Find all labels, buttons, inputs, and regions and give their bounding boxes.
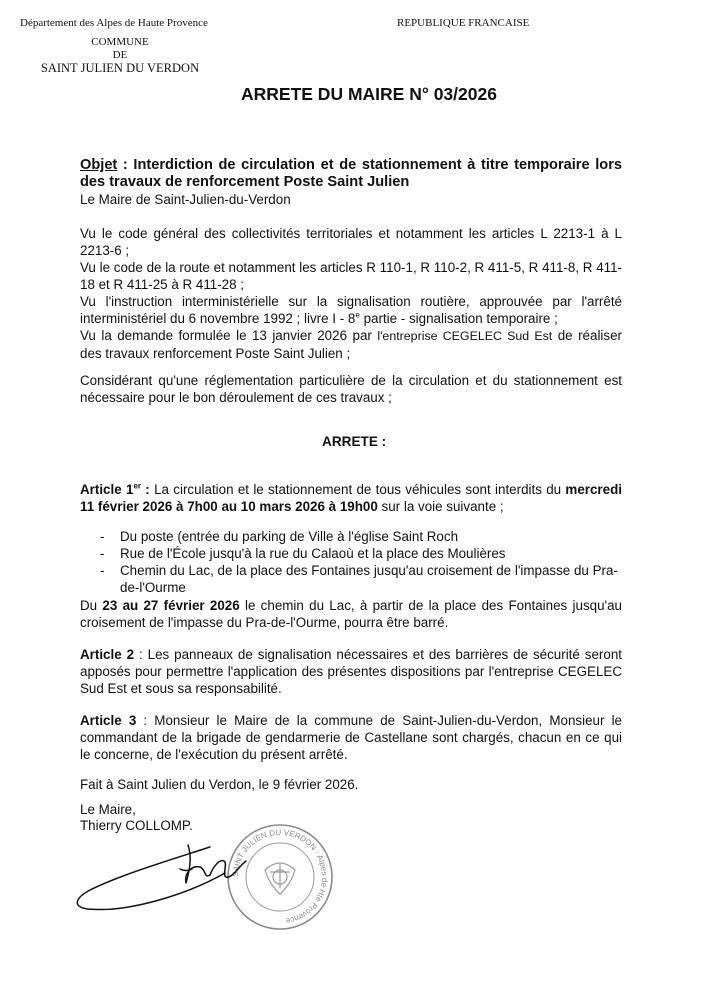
objet-label: Objet [80, 157, 118, 173]
signature-role: Le Maire, [80, 802, 136, 817]
article-1-label: Article 1er : [80, 481, 150, 497]
page-title: ARRETE DU MAIRE N° 03/2026 [241, 84, 497, 104]
article-3-label: Article 3 [80, 713, 137, 728]
republic-label: REPUBLIQUE FRANCAISE [397, 17, 530, 29]
vu-instruction: Vu l'instruction interministérielle sur la signalisation routière, approuvée par l'arrêté interministériel du 6 novembre 1992 ; livre I - 8e partie - signalisation temporaire ; [80, 294, 622, 326]
signature-name: Thierry COLLOMP. [80, 818, 193, 833]
list-item: - Du poste (entrée du parking de Ville à l'église Saint Roch [100, 528, 630, 545]
article-1: Article 1er : La circulation et le stationnement de tous véhicules sont interdits du mercredi 11 février 2026 à 7h00 au 10 mars 2026 à 19h00 sur la voie suivante ; [80, 481, 622, 514]
commune-de: DE [112, 49, 128, 61]
objet [80, 157, 622, 191]
objet-text: : Interdiction de circulation et de stationnement à titre temporaire lors des travaux de renforcement Poste Saint Julien [80, 157, 622, 190]
article-1-dates: mercredi 11 février 2026 à 7h00 au 10 mars 2026 à 19h00 [80, 482, 622, 514]
vu-route: Vu le code de la route et notamment les articles R 110-1, R 110-2, R 411-5, R 411-8, R 411-18 et R 411-25 à R 411-28 ; [80, 260, 622, 292]
arrete-heading: ARRETE : [322, 434, 387, 449]
commune-name: SAINT JULIEN DU VERDON [40, 61, 200, 75]
considerant: Considérant qu'une réglementation particulière de la circulation et du stationnement est nécessaire pour le bon déroulement de ces travaux ; [80, 373, 622, 405]
article-2-label: Article 2 [80, 647, 135, 662]
list-item: - Rue de l'École jusqu'à la rue du Calaoù et la place des Moulières [100, 545, 630, 562]
article-3: Article 3 : Monsieur le Maire de la commune de Saint-Julien-du-Verdon, Monsieur le commandant de la brigade de gendarmerie de Castellane sont chargés, chacun en ce qui le concerne, de l'exécution du présent arrêté. [80, 713, 622, 762]
article-1-extra: Du 23 au 27 février 2026 le chemin du Lac, à partir de la place des Fontaines jusqu'au croisement de l'impasse du Pra-de-l'Ourme, pourra être barré. [80, 598, 622, 630]
department-label: Département des Alpes de Haute Provence [20, 17, 208, 29]
commune-block [20, 36, 220, 75]
extra-dates: 23 au 27 février 2026 [102, 598, 240, 613]
vu-cgct: Vu le code général des collectivités territoriales et notamment les articles L 2213-1 à L 2213-6 ; [80, 226, 622, 258]
company-name: l'entreprise CEGELEC Sud Est [377, 329, 553, 343]
street-list [100, 528, 630, 596]
list-item: - Chemin du Lac, de la place des Fontaines jusqu'au croisement de l'impasse du Pra-de-l'Ourme [100, 562, 630, 596]
article-2: Article 2 : Les panneaux de signalisation nécessaires et des barrières de sécurité seront apposés pour permettre l'application des présentes dispositions par l'entreprise CEGELEC Sud Est et sous sa responsabilité. [80, 647, 622, 696]
vu-demande: Vu la demande formulée le 13 janvier 2026 par l'entreprise CEGELEC Sud Est de réaliser des travaux renforcement Poste Saint Julien ; [80, 328, 622, 361]
commune-label: COMMUNE [91, 36, 149, 48]
stamp-text: SAINT JULIEN DU VERDON · Alpes de Hte Provence [230, 827, 330, 926]
handwritten-signature [60, 835, 280, 925]
mayor-line: Le Maire de Saint-Julien-du-Verdon [80, 192, 291, 207]
fait-a: Fait à Saint Julien du Verdon, le 9 février 2026. [80, 777, 359, 792]
